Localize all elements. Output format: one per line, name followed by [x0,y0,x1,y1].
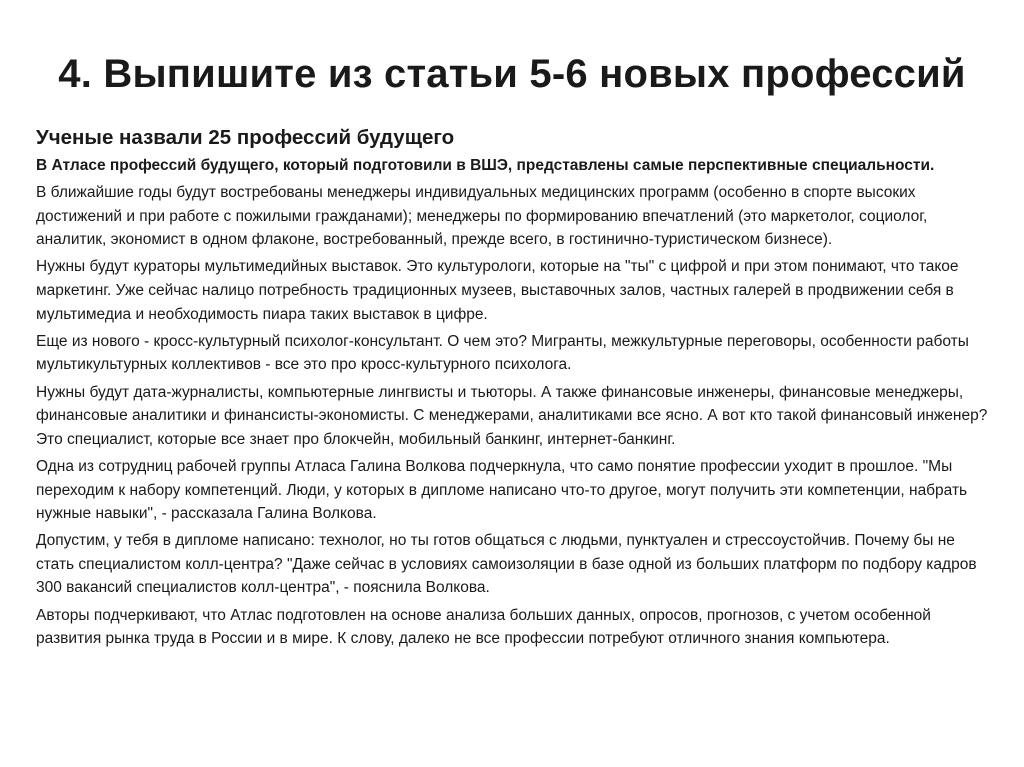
paragraph-1: В ближайшие годы будут востребованы менеджеры индивидуальных медицинских программ (особенно в спорте высоких достижений и при работе с пожилыми гражданами); менеджеры по формированию впечатлений (это маркетолог, социолог, аналитик, экономист в одном флаконе, востребованный, прежде всего, в гостинично-туристическом бизнесе). [36,184,928,249]
paragraph-6: Допустим, у тебя в дипломе написано: технолог, но ты готов общаться с людьми, пунктуален и стрессоустойчив. Почему бы не стать специалистом колл-центра? "Даже сейчас в условиях самоизоляции в базе одной из больших платформ по подбору кадров 300 вакансий специалистов колл-центра", - пояснила Волкова. [36,532,977,597]
article-lead: В Атласе профессий будущего, который подготовили в ВШЭ, представлены самые перспективные специальности. [36,157,935,174]
article-headline: Ученые назвали 25 профессий будущего [36,126,455,149]
paragraph-3: Еще из нового - кросс-культурный психолог-консультант. О чем это? Мигранты, межкультурные переговоры, особенности работы мультикультурных коллективов - все это про кросс-культурного психолога. [36,332,969,374]
paragraph-7: Авторы подчеркивают, что Атлас подготовлен на основе анализа больших данных, опросов, прогнозов, с учетом особенной развития рынка труда в России и в мире. К слову, далеко не все профессии потребуют отличного знания компьютера. [36,606,931,648]
paragraph-4: Нужны будут дата-журналисты, компьютерные лингвисты и тьюторы. А также финансовые инженеры, финансовые менеджеры, финансовые аналитики и финансисты-экономисты. С менеджерами, аналитиками все ясно. А вот кто такой финансовый инженер? Это специалист, которые все знает про блокчейн, мобильный банкинг, интернет-банкинг. [36,383,988,448]
slide-title: 4. Выпишите из статьи 5-6 новых профессий [58,52,966,96]
paragraph-5: Одна из сотрудниц рабочей группы Атласа Галина Волкова подчеркнула, что само понятие профессии уходит в прошлое. "Мы переходим к набору компетенций. Люди, у которых в дипломе написано что-то другое, могут получить эти компетенции, набрать нужные навыки", - рассказала Галина Волкова. [36,457,968,523]
paragraph-2: Нужны будут кураторы мультимедийных выставок. Это культурологи, которые на "ты" с цифрой и при этом понимают, что такое маркетинг. Уже сейчас налицо потребность традиционных музеев, выставочных залов, частных галерей в продвижении себя в мультимедиа и необходимость пиара таких выставок в цифре. [36,258,959,323]
article-body [36,124,996,654]
